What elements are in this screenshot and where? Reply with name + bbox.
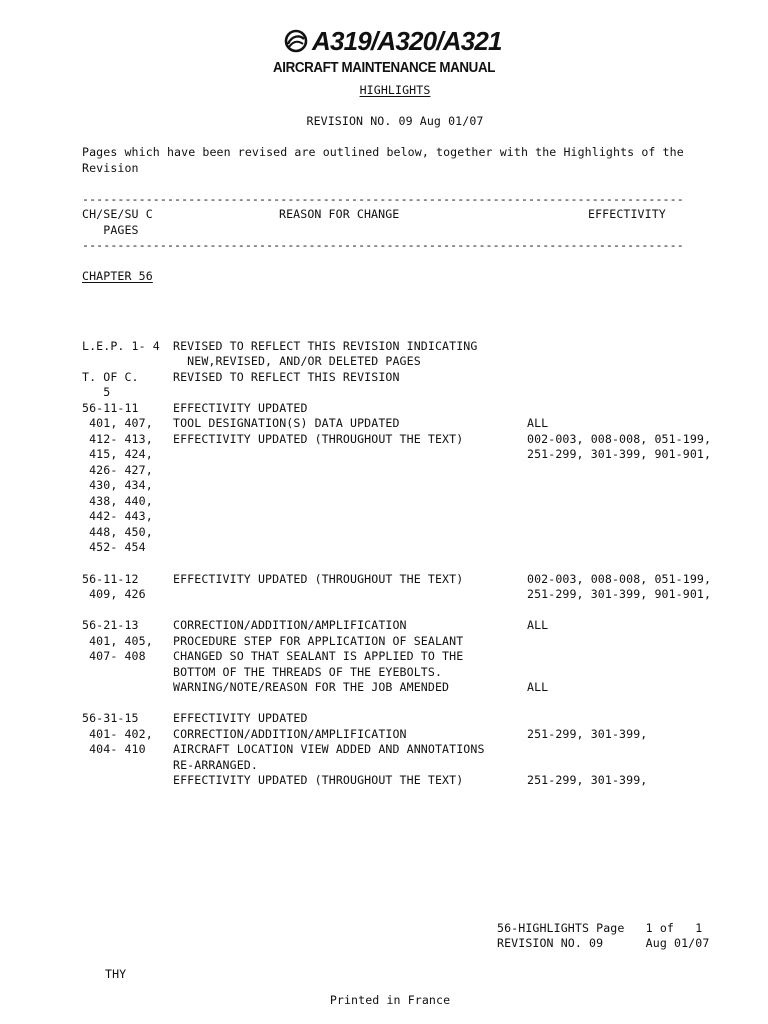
manual-title: AIRCRAFT MAINTENANCE MANUAL [272,60,496,76]
row-reason-cell: EFFECTIVITY UPDATED (THROUGHOUT THE TEXT) [173,773,464,787]
row-reason-cell: REVISED TO REFLECT THIS REVISION [173,370,400,384]
row-reason-cell: BOTTOM OF THE THREADS OF THE EYEBOLTS. [173,665,443,679]
row-pages-cell: 56-31-15 [82,711,139,725]
table-row [0,447,768,463]
row-reason-cell: PROCEDURE STEP FOR APPLICATION OF SEALANT [173,634,464,648]
table-row [0,509,768,525]
row-reason-cell: CORRECTION/ADDITION/AMPLIFICATION [173,618,407,632]
row-reason-cell: EFFECTIVITY UPDATED [173,711,308,725]
row-pages-cell: 56-21-13 [82,618,139,632]
table-row [0,416,768,432]
row-pages-cell: 404- 410 [82,742,146,756]
table-row [0,618,768,634]
row-pages-cell: 430, 434, [82,478,153,492]
row-pages-cell: 442- 443, [82,509,153,523]
manufacturer-logo [284,26,502,56]
chapter-heading: CHAPTER 56 [82,269,153,283]
row-reason-cell: REVISED TO REFLECT THIS REVISION INDICATING [173,339,478,353]
row-effectivity-cell: ALL [527,680,549,694]
revision-line: REVISION NO. 09 Aug 01/07 [306,114,484,128]
table-row [0,385,768,401]
table-row [0,572,768,588]
row-reason-cell: NEW,REVISED, AND/OR DELETED PAGES [173,354,421,368]
row-pages-cell: 401, 405, [82,634,153,648]
table-row [0,401,768,417]
footer-operator-code: THY [105,967,127,981]
intro-line-1: Pages which have been revised are outlined below, together with the Highlights of the [82,145,684,159]
table-row [0,478,768,494]
row-reason-cell: EFFECTIVITY UPDATED [173,401,308,415]
row-effectivity-cell: 002-003, 008-008, 051-199, [527,432,712,446]
table-row [0,649,768,665]
row-pages-cell: 401, 407, [82,416,153,430]
intro-line-2: Revision [82,161,139,175]
table-row [0,773,768,789]
column-header-reason: REASON FOR CHANGE [279,207,400,221]
row-pages-cell: 412- 413, [82,432,153,446]
row-effectivity-cell: 251-299, 301-399, 901-901, [527,587,712,601]
separator-bottom: ------------------------------------------------------------------------------------- [82,238,684,252]
table-row [0,711,768,727]
row-pages-cell: 56-11-12 [82,572,139,586]
row-pages-cell: 415, 424, [82,447,153,461]
row-effectivity-cell: 002-003, 008-008, 051-199, [527,572,712,586]
row-reason-cell: TOOL DESIGNATION(S) DATA UPDATED [173,416,400,430]
row-effectivity-cell: 251-299, 301-399, 901-901, [527,447,712,461]
row-pages-cell: 407- 408 [82,649,146,663]
column-header-chapter: CH/SE/SU C [82,207,153,221]
row-effectivity-cell: 251-299, 301-399, [527,727,648,741]
table-row [0,727,768,743]
table-row [0,370,768,386]
row-reason-cell: AIRCRAFT LOCATION VIEW ADDED AND ANNOTATIONS [173,742,485,756]
table-row [0,634,768,650]
row-reason-cell: CORRECTION/ADDITION/AMPLIFICATION [173,727,407,741]
row-effectivity-cell: 251-299, 301-399, [527,773,648,787]
airbus-swirl-icon [284,29,308,53]
row-pages-cell: 426- 427, [82,463,153,477]
footer-revision: REVISION NO. 09 Aug 01/07 [497,936,710,950]
table-row [0,463,768,479]
row-effectivity-cell: ALL [527,416,549,430]
footer-printed: Printed in France [329,993,451,1007]
table-row [0,354,768,370]
row-pages-cell: 401- 402, [82,727,153,741]
row-pages-cell: 56-11-11 [82,401,139,415]
row-pages-cell: 5 [82,385,111,399]
row-reason-cell: WARNING/NOTE/REASON FOR THE JOB AMENDED [173,680,450,694]
row-reason-cell: EFFECTIVITY UPDATED (THROUGHOUT THE TEXT) [173,572,464,586]
separator-top: ------------------------------------------------------------------------------------- [82,192,684,206]
row-reason-cell: EFFECTIVITY UPDATED (THROUGHOUT THE TEXT) [173,432,464,446]
table-row [0,494,768,510]
table-row [0,339,768,355]
table-row [0,680,768,696]
row-pages-cell: 438, 440, [82,494,153,508]
column-header-effectivity: EFFECTIVITY [588,207,666,221]
table-row [0,665,768,681]
row-pages-cell: 409, 426 [82,587,146,601]
table-row [0,742,768,758]
row-effectivity-cell: ALL [527,618,549,632]
section-title: HIGHLIGHTS [359,83,431,97]
table-row [0,432,768,448]
column-header-pages: PAGES [82,223,139,237]
row-pages-cell: T. OF C. [82,370,139,384]
aircraft-model-title: A319/A320/A321 [312,25,502,56]
row-reason-cell: CHANGED SO THAT SEALANT IS APPLIED TO THE [173,649,464,663]
row-pages-cell: L.E.P. 1- 4 [82,339,160,353]
table-row [0,540,768,556]
row-reason-cell: RE-ARRANGED. [173,758,258,772]
row-pages-cell: 448, 450, [82,525,153,539]
row-pages-cell: 452- 454 [82,540,146,554]
table-row [0,587,768,603]
footer-page-number: 56-HIGHLIGHTS Page 1 of 1 [497,921,703,935]
table-row [0,758,768,774]
table-row [0,525,768,541]
